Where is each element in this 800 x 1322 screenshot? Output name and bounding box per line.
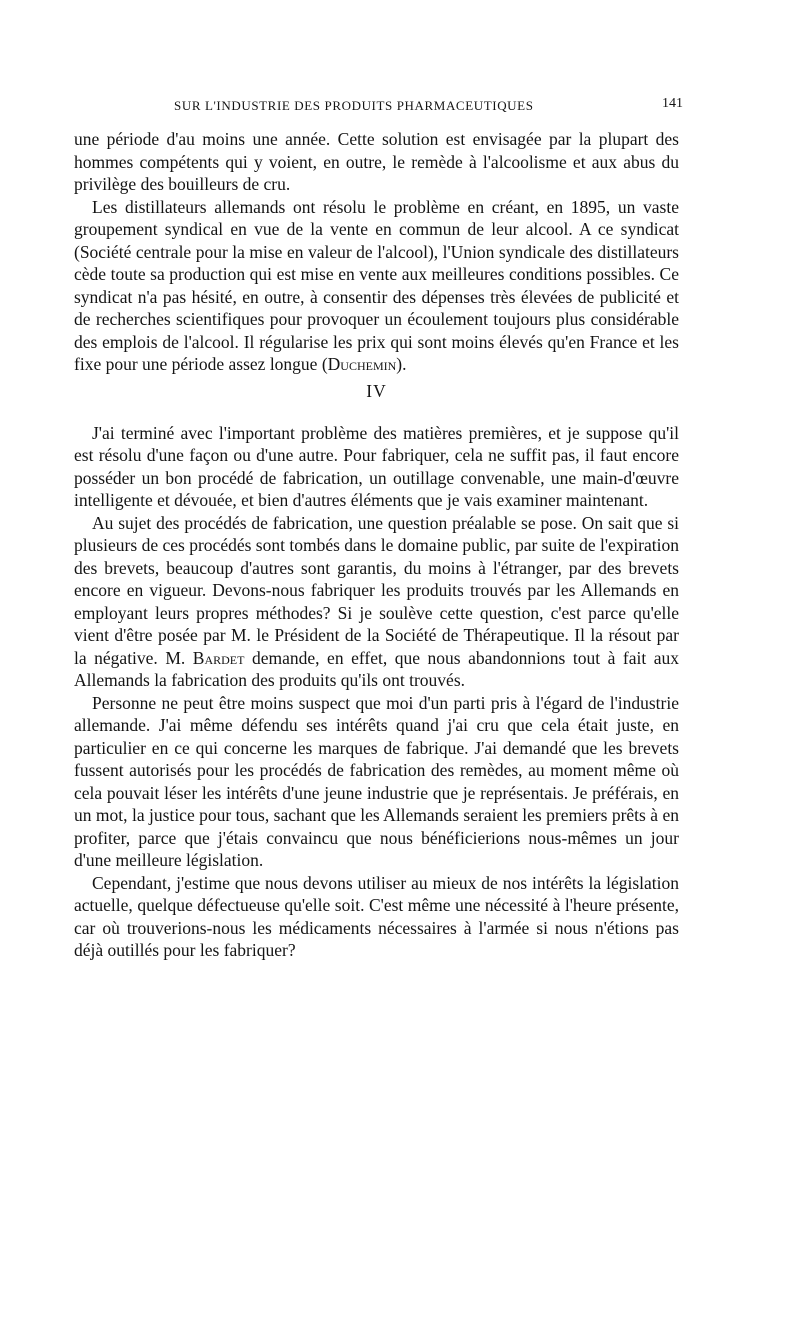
paragraph-text: Personne ne peut être moins suspect que moi d'un parti pris à l'égard de l'industrie allemande. J'ai même défendu ses intérêts quand j'ai cru que cela était juste, en particulier en ce qui concerne les marques de fabrique. J'ai demandé que les brevets fussent autorisés pour les procédés de fabrication des remèdes, au moment même où cela pouvait léser les intérêts d'une jeune industrie que je représentais. Je préférais, en un mot, la justice pour tous, sachant que les Allemands seraient les premiers prêts à en profiter, parce que j'étais convaincu que nous bénéficierions nous-mêmes un jour d'une meilleure législation. [74,692,679,870]
page-number: 141 [662,96,683,111]
paragraph-text: J'ai terminé avec l'important problème des matières premières, et je suppose qu'il est résolu d'une façon ou d'une autre. Pour fabriquer, cela ne suffit pas, il faut encore posséder un bon procédé de fabrication, un outillage convenable, une main-d'œuvre intelligente et dévouée, et bien d'autres éléments que je vais examiner maintenant. [74,422,679,510]
paragraph-text: une période d'au moins une année. Cette solution est envisagée par la plupart des hommes compétents qui y voient, en outre, le remède à l'alcoolisme et aux abus du privilège des bouilleurs de cru. [74,129,679,194]
section-number: IV [366,380,387,401]
cited-author: Bardet [192,647,245,668]
paragraph-continuation [74,128,679,196]
running-header [74,96,683,122]
paragraph [74,872,679,962]
paragraph-text: Les distillateurs allemands ont résolu le problème en créant, en 1895, un vaste groupement syndical en vue de la vente en commun de leur alcool. A ce syndicat (Société centrale pour la mise en valeur de l'alcool), l'Union syndicale des distillateurs cède toute sa production qui est mise en vente aux meilleures conditions possibles. Ce syndicat n'a pas hésité, en outre, à consentir des dépenses très élevées de publicité et de recherches scientifiques pour provoquer un écoulement toujours plus considérable des emplois de l'alcool. Il régularise les prix qui sont moins élevés qu'en France et les fixe pour une période assez longue ( [74,196,679,374]
paragraph-text: Au sujet des procédés de fabrication, une question préalable se pose. On sait que si plusieurs de ces procédés sont tombés dans le domaine public, par suite de l'expiration des brevets, beaucoup d'autres sont garantis, du moins à l'étranger, par des brevets encore en vigueur. Devons-nous fabriquer les produits trouvés par les Allemands en employant leurs propres méthodes? Si je soulève cette question, c'est parce qu'elle vient d'être posée par M. le Président de la Société de Thérapeutique. Il la résout par la négative. M. [74,512,679,668]
paragraph [74,196,679,376]
paragraph [74,512,679,692]
cited-author: Duchemin [327,354,397,374]
paragraph-text-tail: ). [396,354,407,374]
book-page [74,96,683,962]
paragraph [74,692,679,872]
body-text [74,128,679,962]
paragraph-text-tail: demande, en effet, que nous abandonnions tout à fait aux Allemands la fabrication des produits qu'ils ont trouvés. [74,647,680,690]
running-title: SUR L'INDUSTRIE DES PRODUITS PHARMACEUTIQUES [174,98,534,113]
paragraph [74,422,679,512]
paragraph-text: Cependant, j'estime que nous devons utiliser au mieux de nos intérêts la législation actuelle, quelque défectueuse qu'elle soit. C'est même une nécessité à l'heure présente, car où trouverions-nous les médicaments nécessaires à l'armée si nous n'étions pas déjà outillés pour les fabriquer? [74,872,679,960]
